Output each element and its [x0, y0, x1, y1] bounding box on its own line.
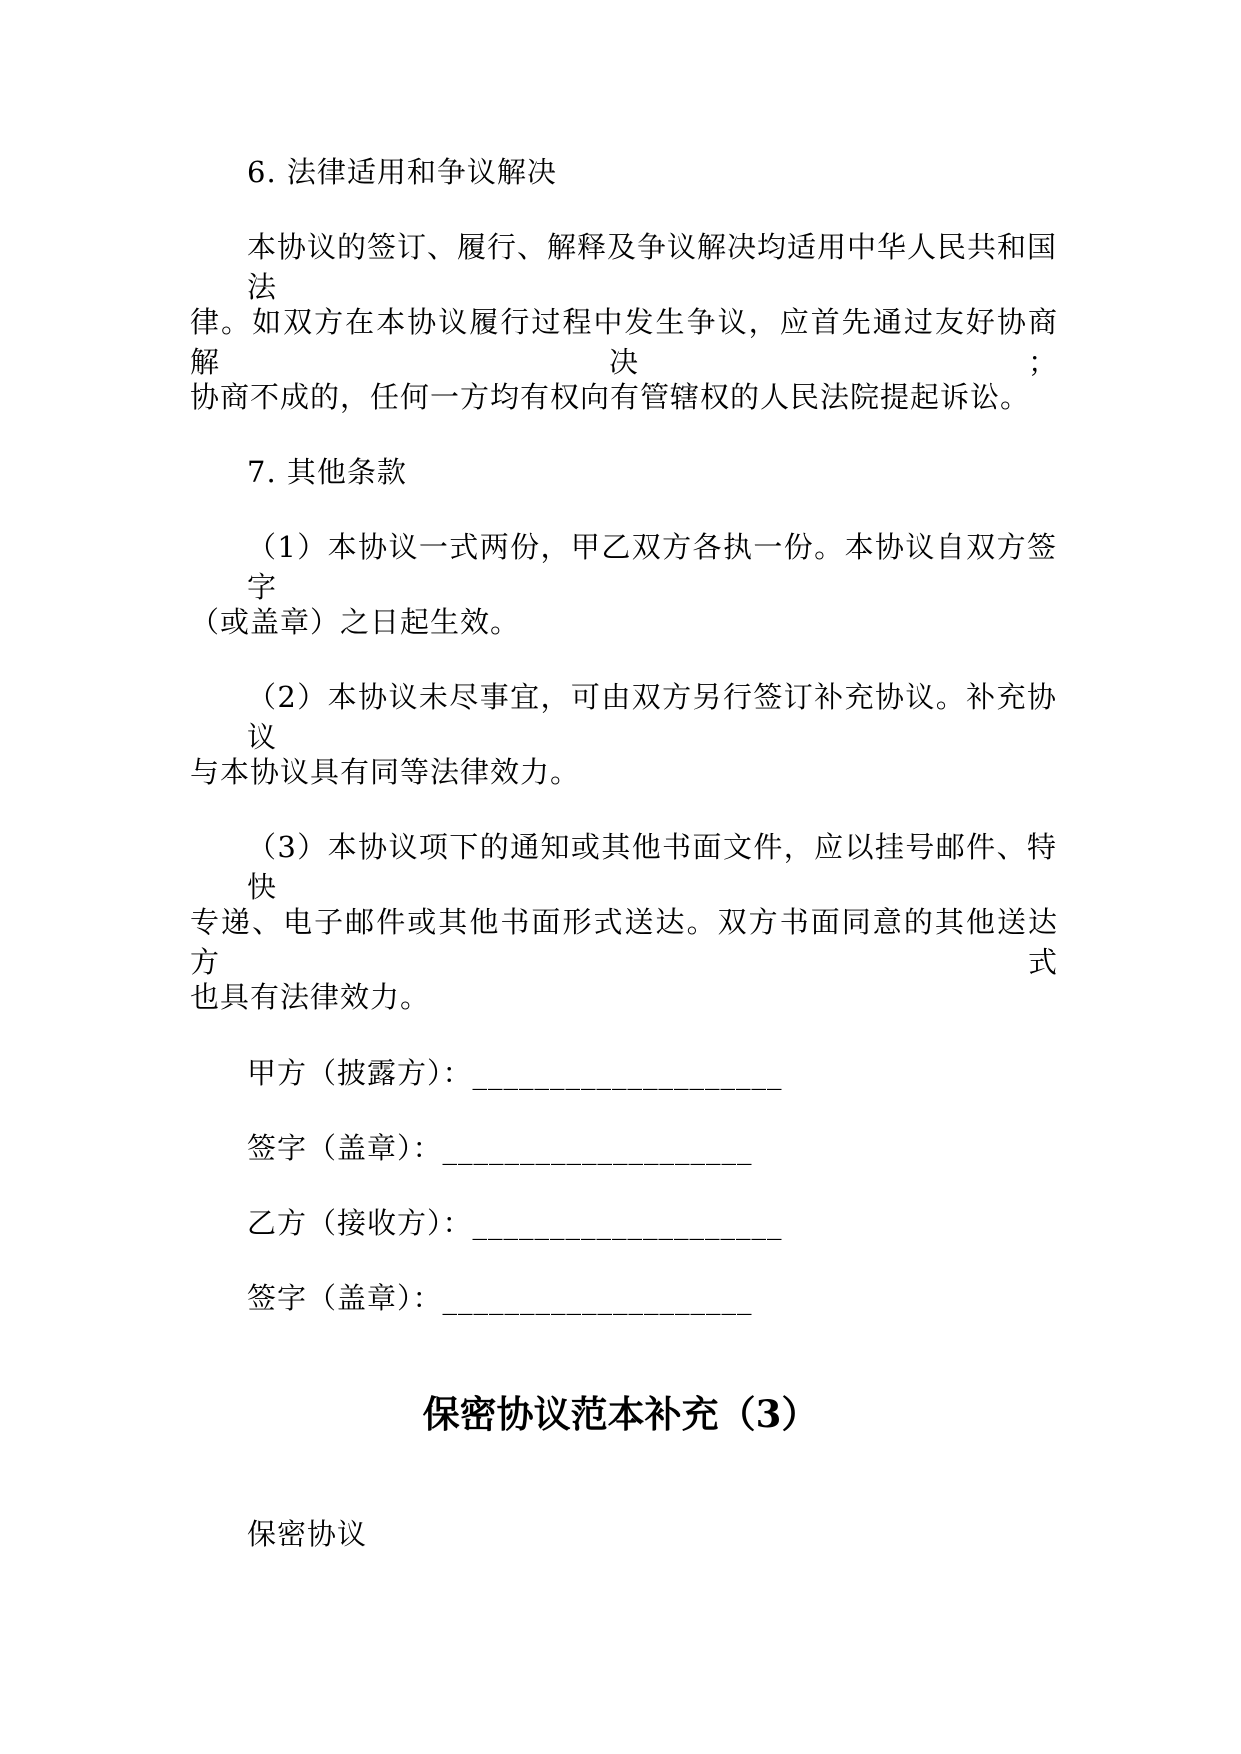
- party-b-signature-line: 乙方（接收方）：____________________: [247, 1206, 783, 1240]
- section-6-heading: 6. 法律适用和争议解决: [247, 155, 557, 189]
- section-7-heading: 7. 其他条款: [247, 455, 407, 489]
- clause-3-line-2: 专递、电子邮件或其他书面形式送达。双方书面同意的其他送达方式: [190, 905, 1058, 979]
- clause-2-line-1: （2）本协议未尽事宜，可由双方另行签订补充协议。补充协议: [247, 680, 1057, 754]
- section-6-body-line-2: 律。如双方在本协议履行过程中发生争议，应首先通过友好协商解决；: [190, 305, 1058, 379]
- party-a-signature-line: 甲方（披露方）：____________________: [247, 1056, 783, 1090]
- section-title: 保密协议范本补充（3）: [422, 1392, 819, 1436]
- party-b-seal-line: 签字（盖章）：____________________: [247, 1281, 753, 1315]
- section-6-body-line-1: 本协议的签订、履行、解释及争议解决均适用中华人民共和国法: [247, 230, 1058, 304]
- clause-3-line-3: 也具有法律效力。: [190, 980, 431, 1014]
- section-6-body-line-3: 协商不成的，任何一方均有权向有管辖权的人民法院提起诉讼。: [190, 380, 1031, 414]
- party-a-seal-line: 签字（盖章）：____________________: [247, 1131, 753, 1165]
- clause-2-line-2: 与本协议具有同等法律效力。: [190, 755, 581, 789]
- clause-1-line-1: （1）本协议一式两份，甲乙双方各执一份。本协议自双方签字: [247, 530, 1057, 604]
- clause-3-line-1: （3）本协议项下的通知或其他书面文件，应以挂号邮件、特快: [247, 830, 1057, 904]
- clause-1-line-2: （或盖章）之日起生效。: [190, 605, 521, 639]
- section-subtitle: 保密协议: [247, 1517, 368, 1551]
